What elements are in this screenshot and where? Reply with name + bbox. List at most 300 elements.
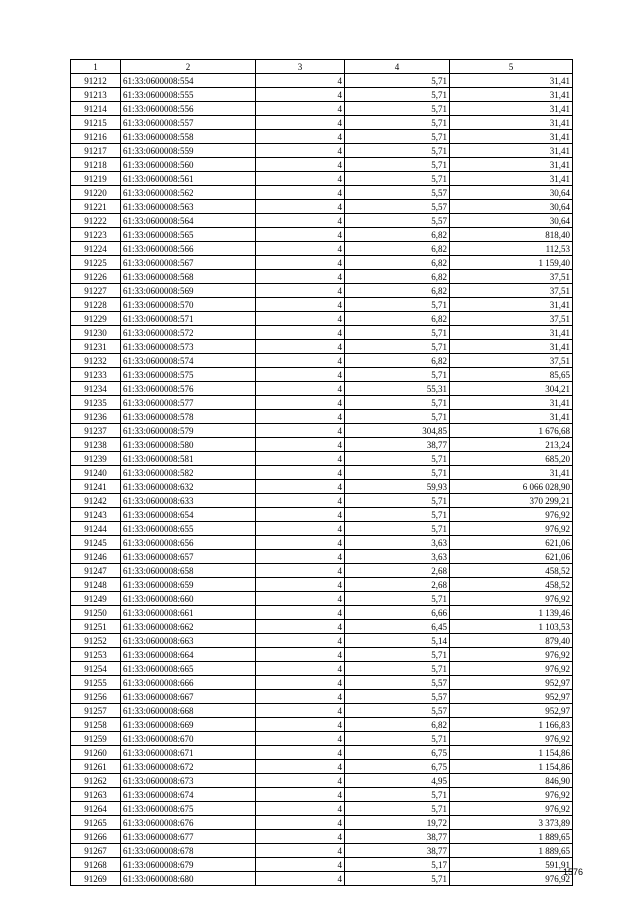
table-cell: 61:33:0600008:581: [121, 452, 256, 466]
table-cell: 37,51: [450, 312, 573, 326]
table-cell: 91241: [71, 480, 121, 494]
table-cell: 976,92: [450, 522, 573, 536]
table-cell: 91240: [71, 466, 121, 480]
table-cell: 4: [256, 214, 345, 228]
table-cell: 5,71: [345, 410, 450, 424]
table-cell: 4: [256, 788, 345, 802]
table-cell: 61:33:0600008:678: [121, 844, 256, 858]
table-cell: 61:33:0600008:671: [121, 746, 256, 760]
table-cell: 4: [256, 186, 345, 200]
table-cell: 5,71: [345, 298, 450, 312]
table-cell: 61:33:0600008:655: [121, 522, 256, 536]
table-cell: 458,52: [450, 578, 573, 592]
table-cell: 1 676,68: [450, 424, 573, 438]
table-cell: 38,77: [345, 844, 450, 858]
table-cell: 6,82: [345, 284, 450, 298]
table-cell: 4: [256, 312, 345, 326]
table-cell: 5,57: [345, 704, 450, 718]
table-cell: 976,92: [450, 732, 573, 746]
table-cell: 4: [256, 116, 345, 130]
table-cell: 91257: [71, 704, 121, 718]
table-cell: 91263: [71, 788, 121, 802]
table-cell: 61:33:0600008:665: [121, 662, 256, 676]
table-cell: 61:33:0600008:675: [121, 802, 256, 816]
table-cell: 91227: [71, 284, 121, 298]
table-cell: 91245: [71, 536, 121, 550]
table-cell: 61:33:0600008:570: [121, 298, 256, 312]
header-cell-2: 2: [121, 60, 256, 74]
table-cell: 61:33:0600008:667: [121, 690, 256, 704]
table-row: [71, 592, 573, 606]
table-cell: 61:33:0600008:664: [121, 648, 256, 662]
table-cell: 5,71: [345, 172, 450, 186]
table-cell: 952,97: [450, 676, 573, 690]
table-cell: 61:33:0600008:659: [121, 578, 256, 592]
table-cell: 5,14: [345, 634, 450, 648]
table-cell: 91233: [71, 368, 121, 382]
table-cell: 31,41: [450, 102, 573, 116]
table-cell: 91213: [71, 88, 121, 102]
table-cell: 4: [256, 606, 345, 620]
table-cell: 61:33:0600008:575: [121, 368, 256, 382]
table-cell: 879,40: [450, 634, 573, 648]
table-cell: 91259: [71, 732, 121, 746]
header-cell-1: 1: [71, 60, 121, 74]
table-cell: 621,06: [450, 550, 573, 564]
table-cell: 3,63: [345, 550, 450, 564]
table-cell: 91230: [71, 326, 121, 340]
table-row: [71, 690, 573, 704]
table-cell: 61:33:0600008:572: [121, 326, 256, 340]
table-cell: 31,41: [450, 172, 573, 186]
table-cell: 4: [256, 564, 345, 578]
table-cell: 6,45: [345, 620, 450, 634]
table-cell: 4: [256, 130, 345, 144]
table-cell: 5,71: [345, 452, 450, 466]
table-cell: 61:33:0600008:569: [121, 284, 256, 298]
table-row: [71, 816, 573, 830]
table-cell: 5,71: [345, 74, 450, 88]
table-row: [71, 732, 573, 746]
table-cell: 4: [256, 396, 345, 410]
table-row: [71, 564, 573, 578]
table-cell: 61:33:0600008:656: [121, 536, 256, 550]
table-cell: 61:33:0600008:577: [121, 396, 256, 410]
table-cell: 91236: [71, 410, 121, 424]
table-cell: 6,82: [345, 256, 450, 270]
table-cell: 61:33:0600008:676: [121, 816, 256, 830]
table-cell: 61:33:0600008:567: [121, 256, 256, 270]
table-cell: 6,82: [345, 242, 450, 256]
table-cell: 38,77: [345, 438, 450, 452]
table-cell: 31,41: [450, 466, 573, 480]
table-cell: 4: [256, 802, 345, 816]
table-cell: 5,71: [345, 340, 450, 354]
table-cell: 5,71: [345, 158, 450, 172]
header-row: [71, 60, 573, 74]
table-row: [71, 508, 573, 522]
table-cell: 91251: [71, 620, 121, 634]
table-cell: 61:33:0600008:662: [121, 620, 256, 634]
table-cell: 5,57: [345, 690, 450, 704]
table-row: [71, 536, 573, 550]
table-row: [71, 788, 573, 802]
table-cell: 1 103,53: [450, 620, 573, 634]
table-body: [71, 74, 573, 886]
table-cell: 91224: [71, 242, 121, 256]
table-cell: 6,82: [345, 354, 450, 368]
table-cell: 4: [256, 718, 345, 732]
table-cell: 976,92: [450, 508, 573, 522]
table-row: [71, 256, 573, 270]
table-cell: 91234: [71, 382, 121, 396]
table-row: [71, 228, 573, 242]
table-cell: 91244: [71, 522, 121, 536]
table-cell: 4: [256, 144, 345, 158]
table-row: [71, 200, 573, 214]
table-cell: 61:33:0600008:558: [121, 130, 256, 144]
table-cell: 5,57: [345, 214, 450, 228]
table-row: [71, 158, 573, 172]
table-cell: 4: [256, 522, 345, 536]
table-cell: 61:33:0600008:556: [121, 102, 256, 116]
header-cell-3: 3: [256, 60, 345, 74]
table-cell: 370 299,21: [450, 494, 573, 508]
table-cell: 37,51: [450, 270, 573, 284]
table-cell: 1 159,40: [450, 256, 573, 270]
table-cell: 5,57: [345, 676, 450, 690]
table-row: [71, 676, 573, 690]
table-cell: 4: [256, 746, 345, 760]
table-cell: 61:33:0600008:666: [121, 676, 256, 690]
table-cell: 952,97: [450, 690, 573, 704]
table-cell: 91255: [71, 676, 121, 690]
table-row: [71, 438, 573, 452]
table-cell: 4: [256, 704, 345, 718]
table-cell: 30,64: [450, 214, 573, 228]
table-cell: 4: [256, 102, 345, 116]
table-cell: 91264: [71, 802, 121, 816]
table-cell: 5,71: [345, 802, 450, 816]
table-row: [71, 74, 573, 88]
table-cell: 4: [256, 284, 345, 298]
table-cell: 31,41: [450, 340, 573, 354]
table-cell: 5,17: [345, 858, 450, 872]
table-cell: 61:33:0600008:677: [121, 830, 256, 844]
header-cell-4: 4: [345, 60, 450, 74]
table-cell: 91220: [71, 186, 121, 200]
table-cell: 5,71: [345, 466, 450, 480]
table-row: [71, 424, 573, 438]
table-cell: 304,21: [450, 382, 573, 396]
table-row: [71, 410, 573, 424]
table-cell: 976,92: [450, 662, 573, 676]
table-cell: 4: [256, 662, 345, 676]
table-row: [71, 718, 573, 732]
table-cell: 4: [256, 298, 345, 312]
table-cell: 5,57: [345, 186, 450, 200]
table-row: [71, 88, 573, 102]
table-cell: 4: [256, 382, 345, 396]
table-cell: 30,64: [450, 186, 573, 200]
table-cell: 2,68: [345, 564, 450, 578]
table-cell: 91215: [71, 116, 121, 130]
table-cell: 4: [256, 858, 345, 872]
table-cell: 61:33:0600008:673: [121, 774, 256, 788]
table-cell: 61:33:0600008:633: [121, 494, 256, 508]
table-cell: 1 889,65: [450, 830, 573, 844]
table-cell: 31,41: [450, 396, 573, 410]
table-cell: 31,41: [450, 410, 573, 424]
table-cell: 61:33:0600008:563: [121, 200, 256, 214]
table-row: [71, 116, 573, 130]
table-cell: 31,41: [450, 144, 573, 158]
table-cell: 61:33:0600008:661: [121, 606, 256, 620]
table-cell: 38,77: [345, 830, 450, 844]
table-row: [71, 550, 573, 564]
table-cell: 4: [256, 172, 345, 186]
table-cell: 31,41: [450, 298, 573, 312]
table-cell: 31,41: [450, 74, 573, 88]
table-cell: 91225: [71, 256, 121, 270]
table-cell: 458,52: [450, 564, 573, 578]
table-cell: 5,71: [345, 788, 450, 802]
table-cell: 976,92: [450, 592, 573, 606]
table-cell: 4: [256, 508, 345, 522]
table-cell: 112,53: [450, 242, 573, 256]
table-cell: 91212: [71, 74, 121, 88]
table-cell: 5,71: [345, 662, 450, 676]
page-number: 1576: [563, 867, 584, 877]
table-cell: 61:33:0600008:574: [121, 354, 256, 368]
table-cell: 91238: [71, 438, 121, 452]
table-cell: 591,91: [450, 858, 573, 872]
table-cell: 621,06: [450, 536, 573, 550]
table-cell: 304,85: [345, 424, 450, 438]
table-row: [71, 578, 573, 592]
table-cell: 4: [256, 550, 345, 564]
table-cell: 61:33:0600008:564: [121, 214, 256, 228]
table-cell: 976,92: [450, 788, 573, 802]
table-cell: 6,82: [345, 270, 450, 284]
table-cell: 61:33:0600008:565: [121, 228, 256, 242]
table-cell: 4: [256, 368, 345, 382]
table-row: [71, 494, 573, 508]
table-cell: 61:33:0600008:680: [121, 872, 256, 886]
table-cell: 61:33:0600008:578: [121, 410, 256, 424]
table-cell: 31,41: [450, 326, 573, 340]
table-cell: 91222: [71, 214, 121, 228]
table-cell: 91214: [71, 102, 121, 116]
table-cell: 4: [256, 620, 345, 634]
table-cell: 31,41: [450, 158, 573, 172]
table-cell: 4: [256, 74, 345, 88]
table-row: [71, 704, 573, 718]
table-cell: 4: [256, 648, 345, 662]
table-row: [71, 452, 573, 466]
table-cell: 91247: [71, 564, 121, 578]
table-row: [71, 340, 573, 354]
table-cell: 1 154,86: [450, 760, 573, 774]
table-cell: 976,92: [450, 872, 573, 886]
table-cell: 91242: [71, 494, 121, 508]
table-row: [71, 326, 573, 340]
table-cell: 4: [256, 592, 345, 606]
table-cell: 4: [256, 536, 345, 550]
data-table: [70, 59, 573, 886]
table-cell: 818,40: [450, 228, 573, 242]
table-cell: 91250: [71, 606, 121, 620]
table-cell: 91232: [71, 354, 121, 368]
table-row: [71, 270, 573, 284]
table-row: [71, 186, 573, 200]
table-row: [71, 634, 573, 648]
table-cell: 4: [256, 830, 345, 844]
table-cell: 61:33:0600008:566: [121, 242, 256, 256]
table-cell: 1 889,65: [450, 844, 573, 858]
table-cell: 91253: [71, 648, 121, 662]
table-cell: 5,71: [345, 368, 450, 382]
table-cell: 4: [256, 466, 345, 480]
table-row: [71, 368, 573, 382]
table-cell: 1 139,46: [450, 606, 573, 620]
table-cell: 91258: [71, 718, 121, 732]
table-cell: 4: [256, 410, 345, 424]
table-cell: 3 373,89: [450, 816, 573, 830]
table-cell: 61:33:0600008:559: [121, 144, 256, 158]
table-cell: 4: [256, 326, 345, 340]
table-cell: 5,71: [345, 508, 450, 522]
table-cell: 91265: [71, 816, 121, 830]
table-row: [71, 872, 573, 886]
table-cell: 61:33:0600008:560: [121, 158, 256, 172]
table-cell: 91266: [71, 830, 121, 844]
table-row: [71, 354, 573, 368]
table-cell: 91219: [71, 172, 121, 186]
table-cell: 6 066 028,90: [450, 480, 573, 494]
table-cell: 5,71: [345, 648, 450, 662]
header-cell-5: 5: [450, 60, 573, 74]
table-cell: 4: [256, 816, 345, 830]
table-cell: 5,71: [345, 102, 450, 116]
table-cell: 61:33:0600008:670: [121, 732, 256, 746]
table-row: [71, 844, 573, 858]
table-cell: 91260: [71, 746, 121, 760]
table-row: [71, 606, 573, 620]
table-cell: 61:33:0600008:679: [121, 858, 256, 872]
table-cell: 4: [256, 676, 345, 690]
table-cell: 91256: [71, 690, 121, 704]
table-cell: 4: [256, 242, 345, 256]
table-cell: 6,82: [345, 228, 450, 242]
table-row: [71, 298, 573, 312]
table-cell: 5,71: [345, 88, 450, 102]
table-cell: 4: [256, 340, 345, 354]
table-cell: 91248: [71, 578, 121, 592]
table-cell: 91229: [71, 312, 121, 326]
table-cell: 846,90: [450, 774, 573, 788]
table-cell: 91269: [71, 872, 121, 886]
table-cell: 5,71: [345, 326, 450, 340]
table-cell: 1 166,83: [450, 718, 573, 732]
table-row: [71, 620, 573, 634]
table-cell: 61:33:0600008:672: [121, 760, 256, 774]
table-cell: 61:33:0600008:576: [121, 382, 256, 396]
table-row: [71, 662, 573, 676]
table-cell: 61:33:0600008:669: [121, 718, 256, 732]
table-cell: 5,71: [345, 116, 450, 130]
table-row: [71, 284, 573, 298]
table-cell: 4: [256, 452, 345, 466]
table-cell: 4: [256, 732, 345, 746]
table-cell: 4: [256, 256, 345, 270]
table-cell: 91243: [71, 508, 121, 522]
table-cell: 4,95: [345, 774, 450, 788]
table-cell: 61:33:0600008:632: [121, 480, 256, 494]
table-cell: 85,65: [450, 368, 573, 382]
table-row: [71, 396, 573, 410]
table-cell: 91217: [71, 144, 121, 158]
table-cell: 4: [256, 844, 345, 858]
table-cell: 91216: [71, 130, 121, 144]
table-cell: 61:33:0600008:674: [121, 788, 256, 802]
table-cell: 4: [256, 494, 345, 508]
table-cell: 213,24: [450, 438, 573, 452]
table-cell: 91246: [71, 550, 121, 564]
table-cell: 5,71: [345, 494, 450, 508]
table-row: [71, 130, 573, 144]
table-cell: 91254: [71, 662, 121, 676]
table-cell: 5,71: [345, 130, 450, 144]
table-cell: 61:33:0600008:571: [121, 312, 256, 326]
table-row: [71, 172, 573, 186]
table-cell: 61:33:0600008:657: [121, 550, 256, 564]
table-cell: 31,41: [450, 130, 573, 144]
table-cell: 19,72: [345, 816, 450, 830]
table-cell: 5,71: [345, 522, 450, 536]
table-cell: 91226: [71, 270, 121, 284]
table-cell: 91249: [71, 592, 121, 606]
table-cell: 30,64: [450, 200, 573, 214]
table-cell: 4: [256, 690, 345, 704]
table-cell: 61:33:0600008:561: [121, 172, 256, 186]
table-cell: 1 154,86: [450, 746, 573, 760]
table-cell: 6,75: [345, 746, 450, 760]
table-cell: 5,71: [345, 732, 450, 746]
table-cell: 4: [256, 424, 345, 438]
table-row: [71, 466, 573, 480]
table-cell: 952,97: [450, 704, 573, 718]
table-row: [71, 312, 573, 326]
table-cell: 4: [256, 480, 345, 494]
table-cell: 91235: [71, 396, 121, 410]
table-cell: 6,82: [345, 312, 450, 326]
table-cell: 91228: [71, 298, 121, 312]
table-cell: 37,51: [450, 354, 573, 368]
table-row: [71, 802, 573, 816]
table-cell: 61:33:0600008:663: [121, 634, 256, 648]
table-cell: 61:33:0600008:557: [121, 116, 256, 130]
table-cell: 61:33:0600008:562: [121, 186, 256, 200]
table-row: [71, 102, 573, 116]
table-cell: 4: [256, 774, 345, 788]
table-cell: 91252: [71, 634, 121, 648]
table-cell: 3,63: [345, 536, 450, 550]
table-cell: 61:33:0600008:580: [121, 438, 256, 452]
table-cell: 5,71: [345, 144, 450, 158]
table-cell: 4: [256, 88, 345, 102]
table-cell: 91237: [71, 424, 121, 438]
